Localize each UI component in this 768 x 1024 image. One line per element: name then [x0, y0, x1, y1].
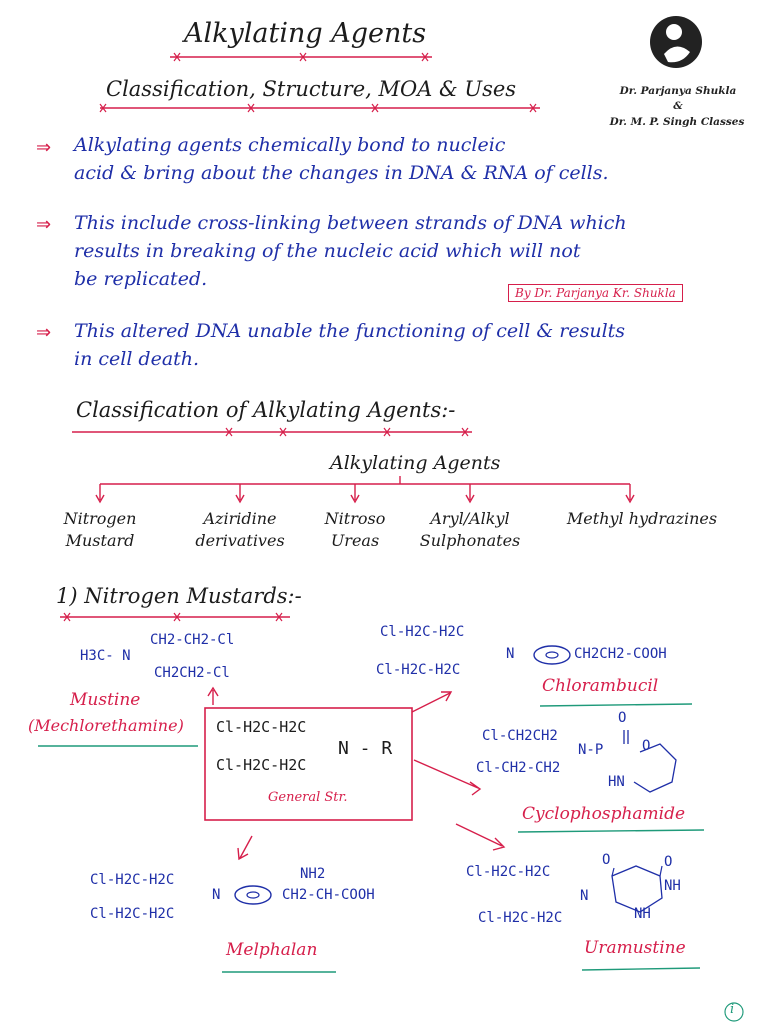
class-line: Sulphonates	[419, 531, 521, 550]
page-number: i	[730, 1002, 735, 1017]
uramustine-nh-2: NH	[634, 906, 651, 922]
class-line: Aziridine	[203, 509, 277, 528]
point-2-line-3: be replicated.	[74, 268, 208, 290]
uramustine-o-2: O	[664, 854, 673, 870]
chlorambucil-arm-2: Cl-H2C-H2C	[376, 662, 461, 678]
class-sulphonates	[410, 508, 530, 552]
cyclophosphamide-np: N-P	[578, 742, 604, 758]
class-line: Ureas	[330, 531, 380, 550]
melphalan-n: N	[212, 887, 221, 903]
nitrogen-mustards-heading: 1) Nitrogen Mustards:-	[56, 584, 302, 608]
chlorambucil-name: Chlorambucil	[542, 676, 659, 696]
general-arm-2: Cl-H2C-H2C	[216, 756, 307, 774]
cyclophosphamide-arm-2: Cl-CH2-CH2	[476, 760, 561, 776]
melphalan-tail: CH2-CH-COOH	[282, 887, 375, 903]
chlorambucil-tail: CH2CH2-COOH	[574, 646, 667, 662]
page-subtitle: Classification, Structure, MOA & Uses	[106, 77, 517, 101]
melphalan-nh2: NH2	[300, 866, 326, 882]
bullet-arrow-2: ⇒	[36, 214, 52, 235]
class-line: Nitrogen	[63, 509, 137, 528]
mustine-left: H3C- N	[80, 648, 131, 664]
cyclophosphamide-hn: HN	[608, 774, 625, 790]
class-line: Aryl/Alkyl	[430, 509, 510, 528]
chlorambucil-n: N	[506, 646, 515, 662]
mustine-name: Mustine	[70, 690, 141, 710]
mustine-arm-1: CH2-CH2-Cl	[150, 632, 235, 648]
class-line: derivatives	[195, 531, 285, 550]
uramustine-nh-1: NH	[664, 878, 681, 894]
melphalan-arm-1: Cl-H2C-H2C	[90, 872, 175, 888]
classification-heading: Classification of Alkylating Agents:-	[76, 398, 456, 422]
class-nitrogen-mustard	[40, 508, 160, 552]
class-nitroso-ureas	[305, 508, 405, 552]
author-line-2: &	[673, 100, 683, 112]
uramustine-arm-2: Cl-H2C-H2C	[478, 910, 563, 926]
uramustine-o-1: O	[602, 852, 611, 868]
brand-logo-icon	[644, 10, 708, 82]
general-arm-1: Cl-H2C-H2C	[216, 718, 307, 736]
point-1-line-2: acid & bring about the changes in DNA & RNA of cells.	[74, 162, 609, 184]
chlorambucil-arm-1: Cl-H2C-H2C	[380, 624, 465, 640]
bullet-arrow-1: ⇒	[36, 137, 52, 158]
uramustine-name: Uramustine	[584, 938, 686, 958]
class-aziridine	[180, 508, 300, 552]
class-line: Mustard	[65, 531, 135, 550]
cyclophosphamide-name: Cyclophosphamide	[522, 804, 686, 824]
cyclophosphamide-o-top: O	[618, 710, 627, 726]
mustine-arm-2: CH2CH2-Cl	[154, 665, 230, 681]
melphalan-name: Melphalan	[226, 940, 318, 960]
author-line-1: Dr. Parjanya Shukla	[619, 85, 737, 97]
point-1-line-1: Alkylating agents chemically bond to nucleic	[74, 134, 506, 156]
general-center: N - R	[338, 738, 393, 759]
author-line-3: Dr. M. P. Singh Classes	[609, 116, 745, 128]
class-line: Methyl hydrazines	[566, 509, 718, 528]
uramustine-n: N	[580, 888, 589, 904]
point-3-line-1: This altered DNA unable the functioning of cell & results	[74, 320, 626, 342]
class-methyl-hydrazines	[552, 508, 732, 530]
signature-tag: By Dr. Parjanya Kr. Shukla	[508, 284, 683, 302]
mechlorethamine-name: (Mechlorethamine)	[28, 716, 184, 735]
point-3-line-2: in cell death.	[74, 348, 200, 370]
melphalan-arm-2: Cl-H2C-H2C	[90, 906, 175, 922]
cyclophosphamide-arm-1: Cl-CH2CH2	[482, 728, 558, 744]
point-2-line-2: results in breaking of the nucleic acid which will not	[74, 240, 581, 262]
cyclophosphamide-o-ring: O	[642, 738, 651, 754]
point-2-line-1: This include cross-linking between strands of DNA which	[74, 212, 627, 234]
class-line: Nitroso	[324, 509, 386, 528]
bullet-arrow-3: ⇒	[36, 322, 52, 343]
classification-root: Alkylating Agents	[330, 452, 501, 474]
page-title: Alkylating Agents	[184, 18, 427, 49]
uramustine-arm-1: Cl-H2C-H2C	[466, 864, 551, 880]
general-structure-label: General Str.	[268, 790, 348, 805]
